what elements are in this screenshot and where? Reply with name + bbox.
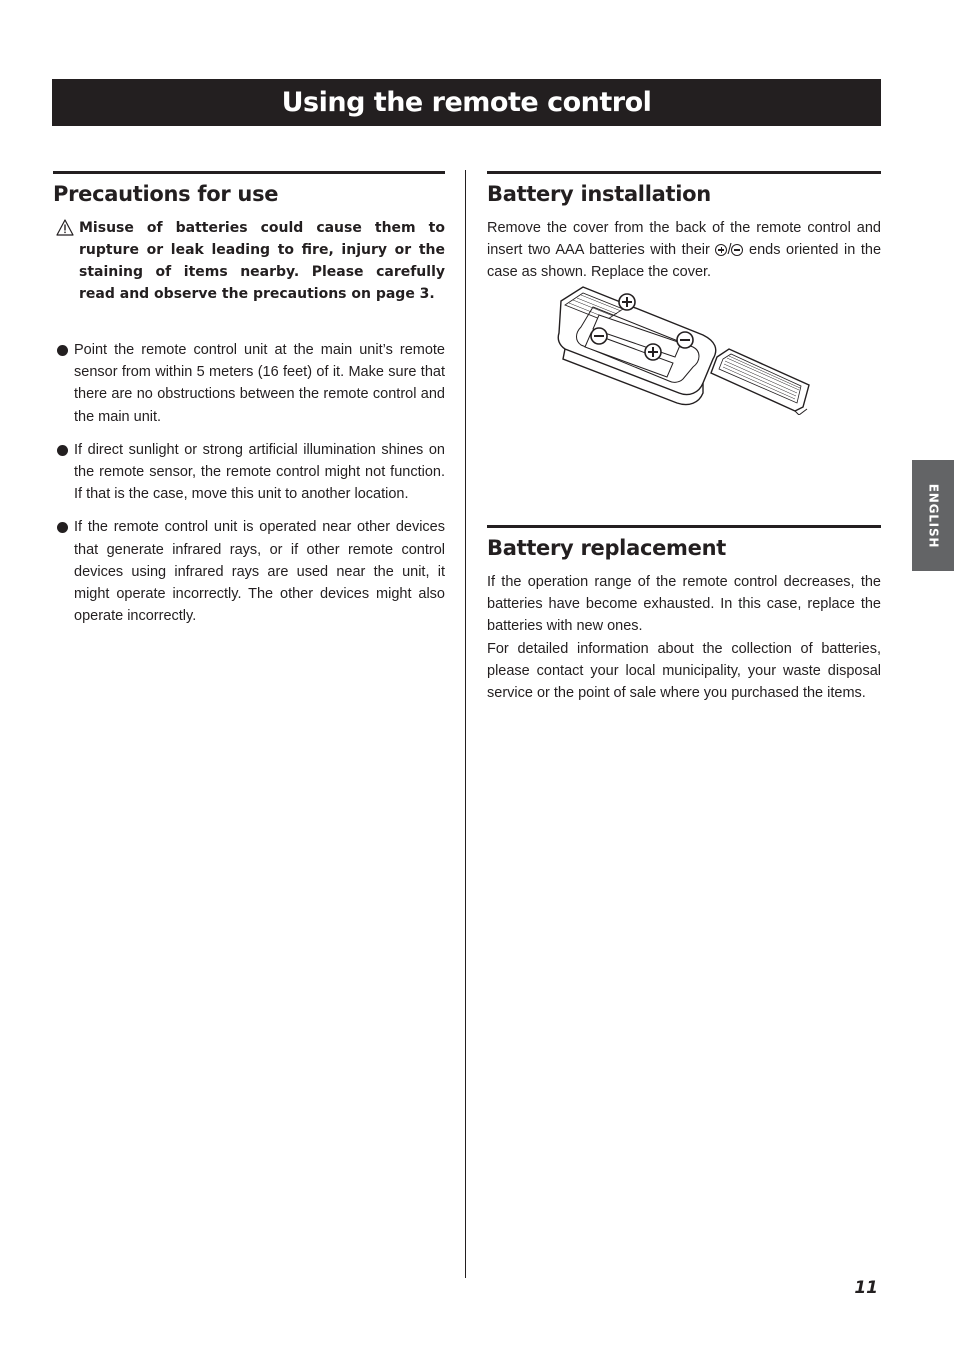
precautions-heading: Precautions for use	[53, 182, 279, 206]
paragraph: If the operation range of the remote control decreases, the batteries have become exhausted. In this case, replace the batteries with new ones.	[487, 574, 881, 635]
list-item-text: If direct sunlight or strong artificial illumination shines on the remote sensor, the remote control might not function. If that is the case, move this unit to another location.	[74, 441, 445, 503]
section-rule	[487, 525, 881, 528]
section-rule	[53, 171, 445, 174]
battery-installation-heading: Battery installation	[487, 182, 711, 206]
column-divider	[465, 170, 466, 1278]
bullet-icon	[57, 345, 68, 356]
precautions-list	[53, 339, 445, 627]
warning-triangle-icon	[56, 219, 74, 236]
battery-warning	[53, 217, 445, 305]
section-rule	[487, 171, 881, 174]
battery-replacement-heading: Battery replacement	[487, 536, 726, 560]
language-tab-label: ENGLISH	[926, 483, 940, 548]
battery-installation-illustration	[553, 283, 815, 415]
list-item-text: Point the remote control unit at the main unit’s remote sensor from within 5 meters (16 feet) of it. Make sure that there are no obstructions between the remote control and the main unit.	[74, 342, 445, 425]
language-tab	[912, 460, 954, 571]
battery-installation-section	[487, 171, 881, 284]
paragraph: For detailed information about the collection of batteries, please contact your local municipality, your waste disposal service or the point of sale where you purchased the items.	[487, 640, 881, 702]
battery-installation-text: Remove the cover from the back of the remote control and insert two AAA batteries with their / ends oriented in the case as shown. Replace the cover.	[487, 220, 882, 281]
page-title: Using the remote control	[281, 87, 652, 118]
list-item	[53, 339, 445, 428]
title-bar	[52, 79, 881, 126]
list-item	[53, 439, 445, 506]
precautions-section	[53, 171, 445, 638]
warning-text: Misuse of batteries could cause them to rupture or leak leading to fire, injury or the staining of items nearby. Please carefully read and observe the precautions on page 3.	[79, 220, 445, 302]
minus-circle-icon	[731, 244, 743, 256]
list-item	[53, 516, 445, 627]
battery-replacement-text	[487, 571, 881, 704]
bullet-icon	[57, 522, 68, 533]
battery-replacement-section	[487, 525, 881, 704]
bullet-icon	[57, 445, 68, 456]
plus-circle-icon	[715, 244, 727, 256]
page-number: 11	[854, 1278, 878, 1298]
list-item-text: If the remote control unit is operated near other devices that generate infrared rays, or if other remote control devices using infrared rays are used near the unit, it might operate incorrectly. The other devices might also operate incorrectly.	[74, 519, 445, 625]
